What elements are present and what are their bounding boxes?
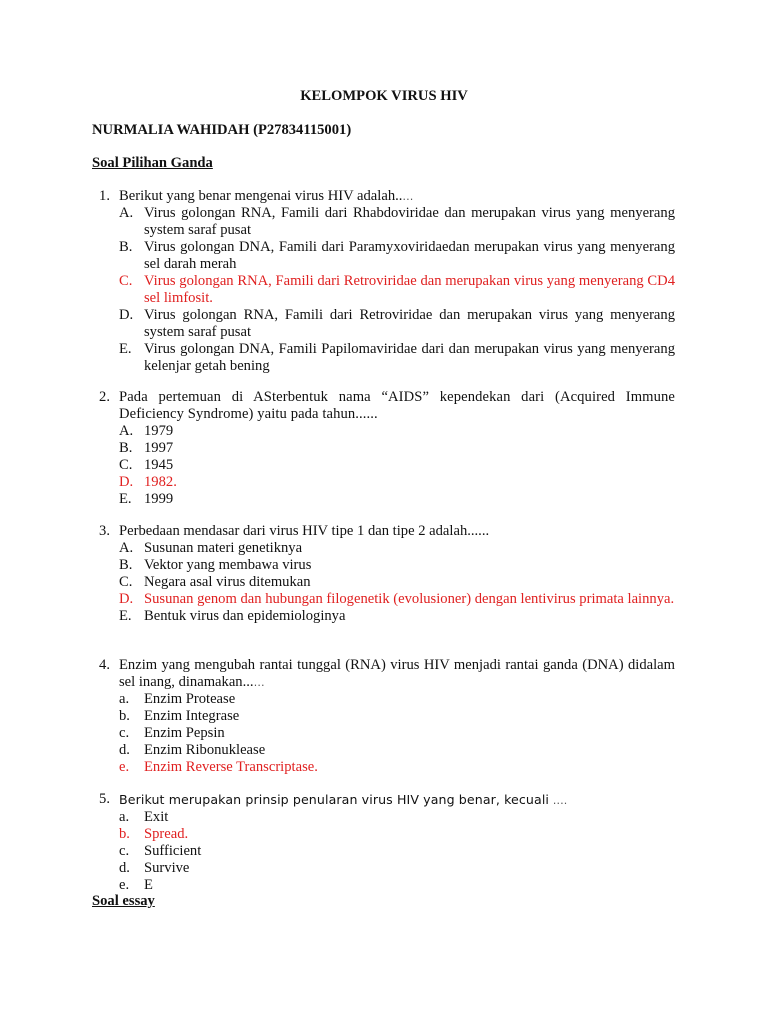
question-text: Berikut merupakan prinsip penularan virus HIV yang benar, kecuali …. — [119, 792, 568, 807]
option-letter: C. — [119, 457, 133, 473]
option-text: Survive — [144, 860, 190, 876]
option-letter: C. — [119, 574, 133, 590]
question-number: 1. — [99, 188, 110, 204]
option-e — [82, 491, 675, 508]
option-a — [82, 540, 675, 557]
option-text: Virus golongan DNA, Famili dari Paramyxoviridaedan merupakan virus yang menyerang sel darah merah — [144, 239, 675, 272]
section-heading-essay: Soal essay — [92, 893, 155, 909]
question-ellipsis: …. — [552, 794, 568, 807]
option-text: Enzim Integrase — [144, 708, 240, 724]
option-letter: b. — [119, 826, 130, 842]
option-a — [82, 691, 675, 708]
author-line: NURMALIA WAHIDAH (P27834115001) — [92, 122, 352, 138]
option-d-correct-answer — [82, 474, 675, 491]
option-text: Spread. — [144, 826, 189, 842]
option-e-correct-answer — [82, 759, 675, 776]
option-b — [82, 708, 675, 725]
option-letter: A. — [119, 540, 134, 556]
option-letter: A. — [119, 423, 134, 439]
option-text: Virus golongan RNA, Famili dari Retroviridae dan merupakan virus yang menyerang CD4 sel limfosit. — [144, 273, 675, 306]
option-text: Enzim Ribonuklease — [144, 742, 266, 758]
question-1 — [82, 188, 675, 375]
option-c — [82, 574, 675, 591]
option-text: 1982. — [144, 474, 177, 490]
option-b-correct-answer — [82, 826, 675, 843]
option-d — [82, 742, 675, 759]
question-text: Enzim yang mengubah rantai tunggal (RNA) virus HIV menjadi rantai ganda (DNA) didalam sel inang, dinamakan...… — [119, 657, 675, 690]
option-letter: c. — [119, 843, 130, 859]
question-ellipsis: … — [253, 676, 265, 689]
option-c-correct-answer — [82, 273, 675, 307]
option-letter: e. — [119, 877, 130, 893]
option-letter: d. — [119, 742, 130, 758]
document-title: KELOMPOK VIRUS HIV — [300, 88, 468, 104]
option-b — [82, 557, 675, 574]
option-text: 1945 — [144, 457, 174, 473]
option-text: Negara asal virus ditemukan — [144, 574, 311, 590]
option-letter: E. — [119, 491, 132, 507]
option-letter: B. — [119, 239, 133, 255]
option-list — [82, 691, 675, 776]
question-4 — [82, 657, 675, 776]
option-text: Enzim Reverse Transcriptase. — [144, 759, 318, 775]
option-text: Enzim Protease — [144, 691, 236, 707]
option-text: Sufficient — [144, 843, 202, 859]
option-c — [82, 725, 675, 742]
question-number: 2. — [99, 389, 110, 405]
option-letter: e. — [119, 759, 130, 775]
option-list — [82, 540, 675, 625]
option-c — [82, 457, 675, 474]
option-letter: D. — [119, 307, 134, 323]
option-text: 1979 — [144, 423, 174, 439]
question-number: 4. — [99, 657, 110, 673]
question-number: 3. — [99, 523, 110, 539]
option-text: Virus golongan DNA, Famili Papilomaviridae dari dan merupakan virus yang menyerang kelenjar getah bening — [144, 341, 675, 374]
question-text: Berikut yang benar mengenai virus HIV adalah..… — [119, 188, 414, 204]
option-letter: A. — [119, 205, 134, 221]
option-letter: C. — [119, 273, 133, 289]
option-c — [82, 843, 675, 860]
option-a — [82, 205, 675, 239]
option-text: E — [144, 877, 153, 893]
option-b — [82, 239, 675, 273]
option-a — [82, 423, 675, 440]
option-e — [82, 341, 675, 375]
question-ellipsis: … — [402, 190, 414, 203]
question-3 — [82, 523, 675, 625]
option-d — [82, 307, 675, 341]
option-text: 1999 — [144, 491, 174, 507]
option-a — [82, 809, 675, 826]
option-letter: B. — [119, 440, 133, 456]
option-text: Susunan materi genetiknya — [144, 540, 303, 556]
option-letter: D. — [119, 474, 134, 490]
option-text: Virus golongan RNA, Famili dari Retroviridae dan merupakan virus yang menyerang system saraf pusat — [144, 307, 675, 340]
option-letter: E. — [119, 341, 132, 357]
section-heading-multiple-choice: Soal Pilihan Ganda — [92, 155, 213, 171]
option-letter: a. — [119, 809, 130, 825]
option-letter: a. — [119, 691, 130, 707]
option-list — [82, 809, 675, 894]
question-text: Pada pertemuan di ASterbentuk nama “AIDS” kependekan dari (Acquired Immune Deficiency Syndrome) yaitu pada tahun...... — [119, 389, 675, 422]
option-d — [82, 860, 675, 877]
option-text: Exit — [144, 809, 169, 825]
option-letter: c. — [119, 725, 130, 741]
question-5 — [82, 791, 675, 894]
question-number: 5. — [99, 791, 110, 807]
option-letter: d. — [119, 860, 130, 876]
option-text: Virus golongan RNA, Famili dari Rhabdoviridae dan merupakan virus yang menyerang system saraf pusat — [144, 205, 675, 238]
option-b — [82, 440, 675, 457]
question-2 — [82, 389, 675, 508]
option-letter: B. — [119, 557, 133, 573]
option-list — [82, 205, 675, 375]
option-letter: D. — [119, 591, 134, 607]
option-e — [82, 608, 675, 625]
option-text: Enzim Pepsin — [144, 725, 225, 741]
option-text: Vektor yang membawa virus — [144, 557, 312, 573]
option-d-correct-answer — [82, 591, 675, 608]
option-letter: b. — [119, 708, 130, 724]
option-text: Bentuk virus dan epidemiologinya — [144, 608, 346, 624]
option-e — [82, 877, 675, 894]
question-text: Perbedaan mendasar dari virus HIV tipe 1 dan tipe 2 adalah...... — [119, 523, 490, 539]
option-letter: E. — [119, 608, 132, 624]
option-text: 1997 — [144, 440, 174, 456]
option-list — [82, 423, 675, 508]
option-text: Susunan genom dan hubungan filogenetik (evolusioner) dengan lentivirus primata lainnya. — [144, 591, 675, 607]
